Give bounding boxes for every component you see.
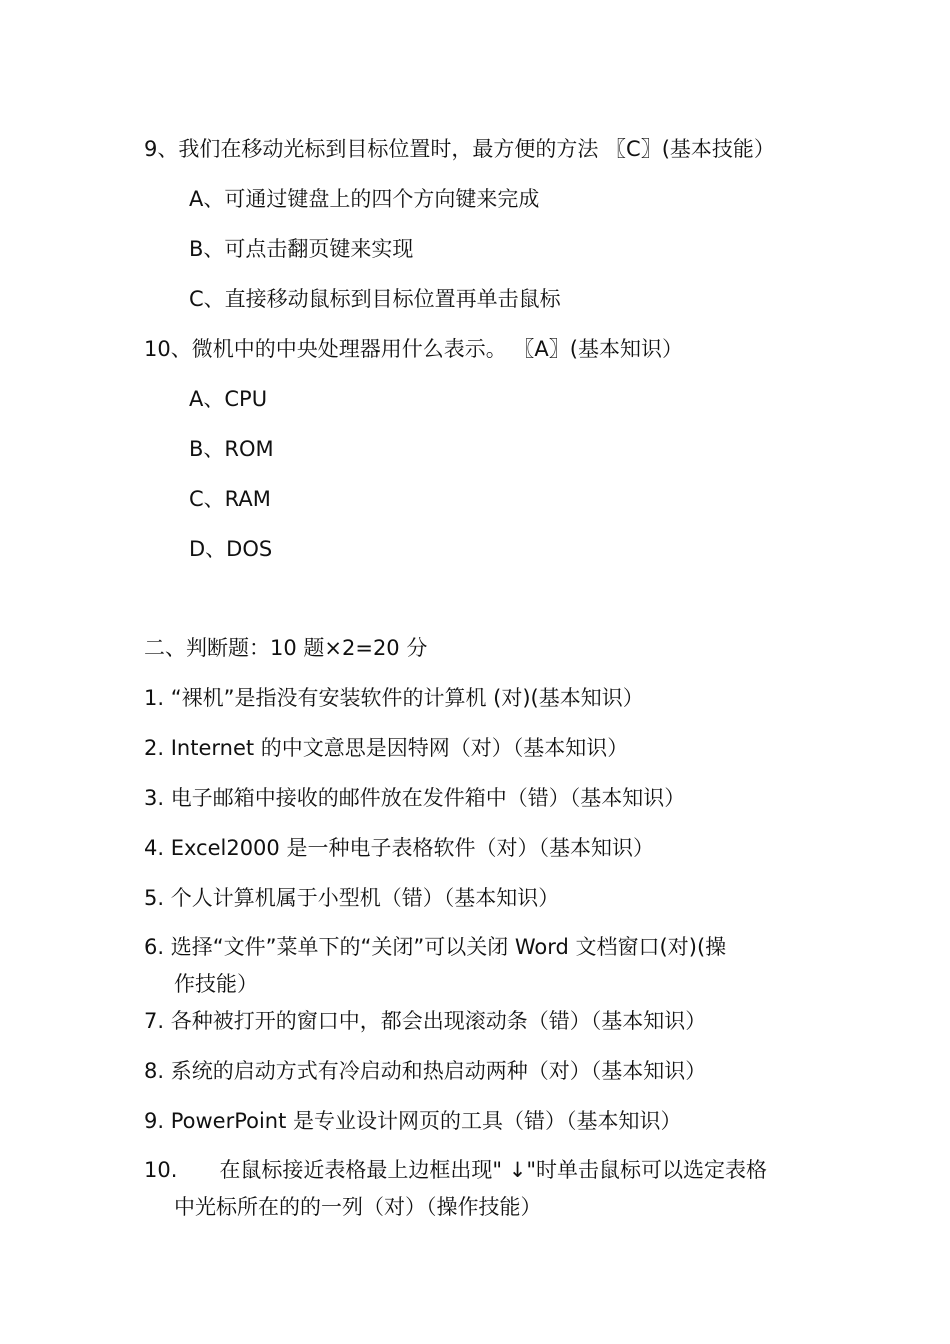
judgment-item-6-continuation: 作技能）	[174, 972, 258, 996]
judgment-item-9: 9. PowerPoint 是专业设计网页的工具（错）（基本知识）	[144, 1109, 682, 1133]
question-10: 10、微机中的中央处理器用什么表示。 〖A〗(基本知识）	[144, 337, 683, 361]
question-10-option-c: C、RAM	[189, 487, 271, 511]
question-9-option-c: C、直接移动鼠标到目标位置再单击鼠标	[189, 287, 561, 311]
judgment-item-7: 7. 各种被打开的窗口中，都会出现滚动条（错）（基本知识）	[144, 1009, 707, 1033]
question-9: 9、我们在移动光标到目标位置时，最方便的方法 〖C〗(基本技能）	[144, 137, 775, 161]
question-9-option-b: B、可点击翻页键来实现	[189, 237, 414, 261]
question-10-option-d: D、DOS	[189, 537, 273, 561]
judgment-item-10-continuation: 中光标所在的的一列（对）（操作技能）	[174, 1195, 542, 1219]
judgment-item-5: 5. 个人计算机属于小型机（错）（基本知识）	[144, 886, 560, 910]
judgment-item-4: 4. Excel2000 是一种电子表格软件（对）（基本知识）	[144, 836, 654, 860]
judgment-item-2: 2. Internet 的中文意思是因特网（对）（基本知识）	[144, 736, 629, 760]
question-9-option-a: A、可通过键盘上的四个方向键来完成	[189, 187, 540, 211]
judgment-item-3: 3. 电子邮箱中接收的邮件放在发件箱中（错）（基本知识）	[144, 786, 686, 810]
judgment-item-8: 8. 系统的启动方式有冷启动和热启动两种（对）（基本知识）	[144, 1059, 707, 1083]
judgment-item-10: 10. 在鼠标接近表格最上边框出现" ↓"时单击鼠标可以选定表格	[144, 1158, 767, 1182]
question-10-option-b: B、ROM	[189, 437, 274, 461]
section-heading-judgment: 二、判断题：10 题×2=20 分	[144, 636, 428, 660]
judgment-item-6: 6. 选择“文件”菜单下的“关闭”可以关闭 Word 文档窗口(对)(操	[144, 935, 727, 959]
question-10-option-a: A、CPU	[189, 387, 268, 411]
judgment-item-1: 1. “裸机”是指没有安装软件的计算机 (对)(基本知识）	[144, 686, 644, 710]
